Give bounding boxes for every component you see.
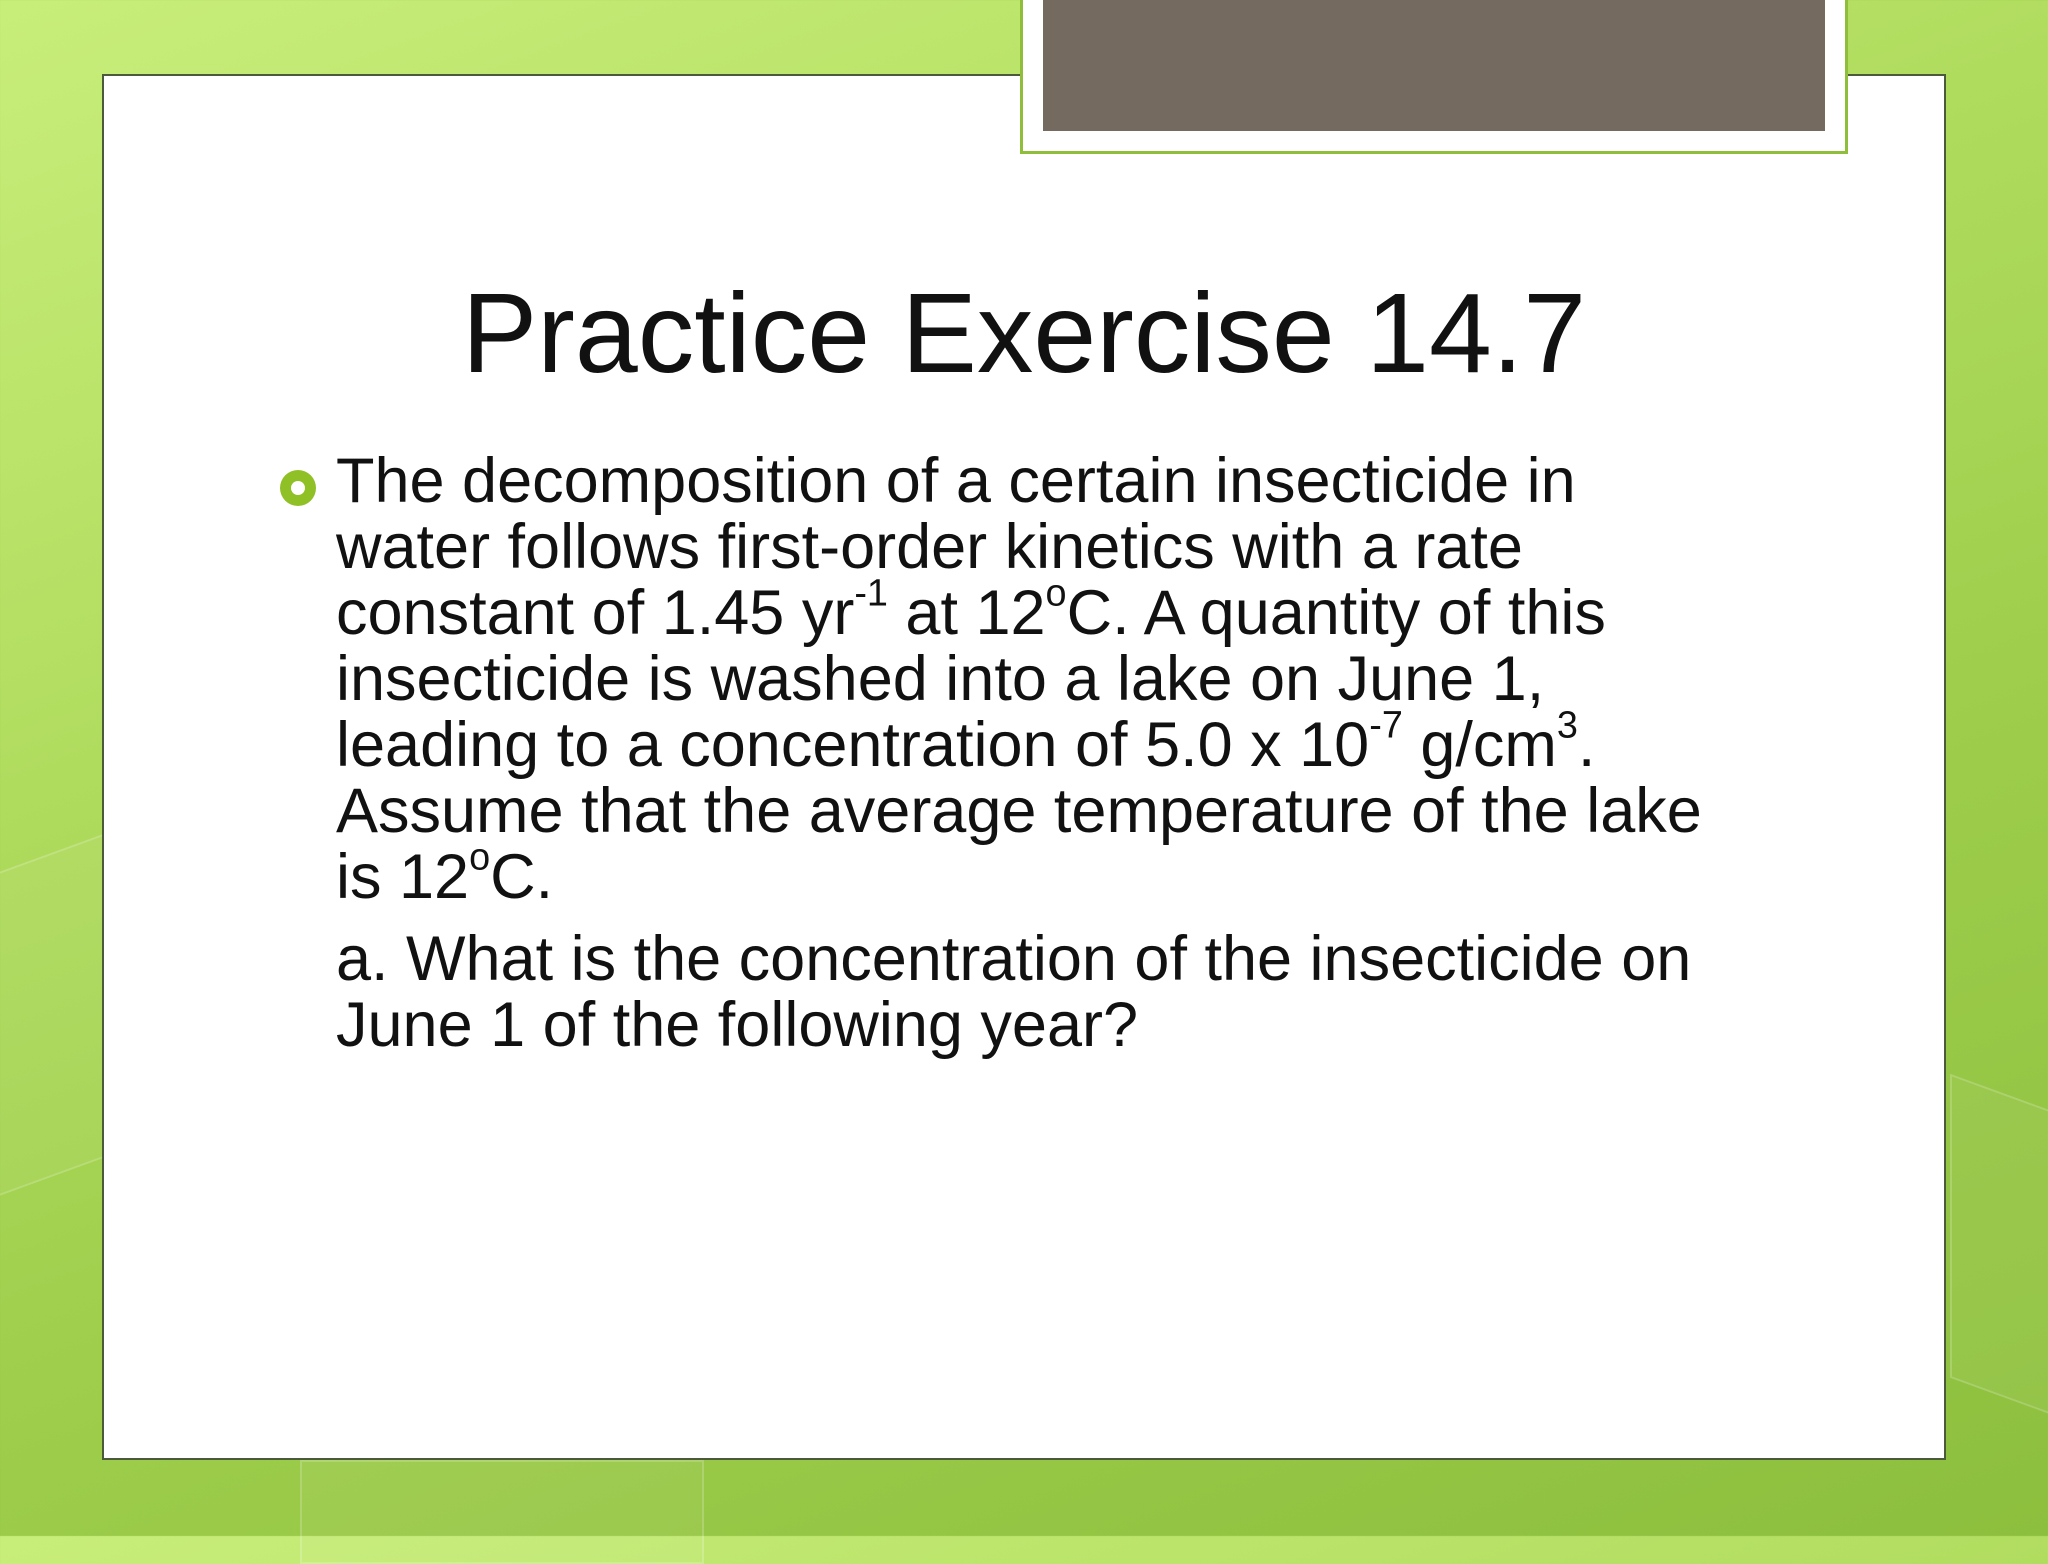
superscript: o (1045, 572, 1067, 615)
text-segment: g/cm (1402, 710, 1557, 780)
background-facet (300, 1460, 704, 1564)
header-tab-fill (1043, 0, 1825, 131)
text-segment: C. A quantity of this insecticide is washed into a lake on June 1, leading to a concentration of 5.0 x 10 (336, 578, 1606, 780)
header-tab (1020, 0, 1848, 154)
superscript: 3 (1556, 704, 1578, 747)
superscript: -7 (1369, 704, 1403, 747)
slide-title: Practice Exercise 14.7 (461, 270, 1587, 396)
text-segment: C. (490, 842, 554, 912)
text-segment: The decomposition of a certain insecticide in water follows first-order kinetics with a rate constant of 1.45 yr (336, 446, 1576, 648)
superscript: -1 (854, 572, 888, 615)
question-text: a. What is the concentration of the insecticide on June 1 of the following year? (336, 924, 1692, 1060)
ring-bullet-icon (280, 470, 316, 506)
text-segment: . Assume that the average temperature of the lake is 12 (336, 710, 1702, 912)
background-facet (1950, 1074, 2048, 1430)
problem-paragraph (336, 448, 1736, 910)
text-segment: at 12 (887, 578, 1046, 648)
superscript: o (469, 836, 491, 879)
background-facet (0, 834, 104, 1210)
slide-body (336, 448, 1736, 1058)
